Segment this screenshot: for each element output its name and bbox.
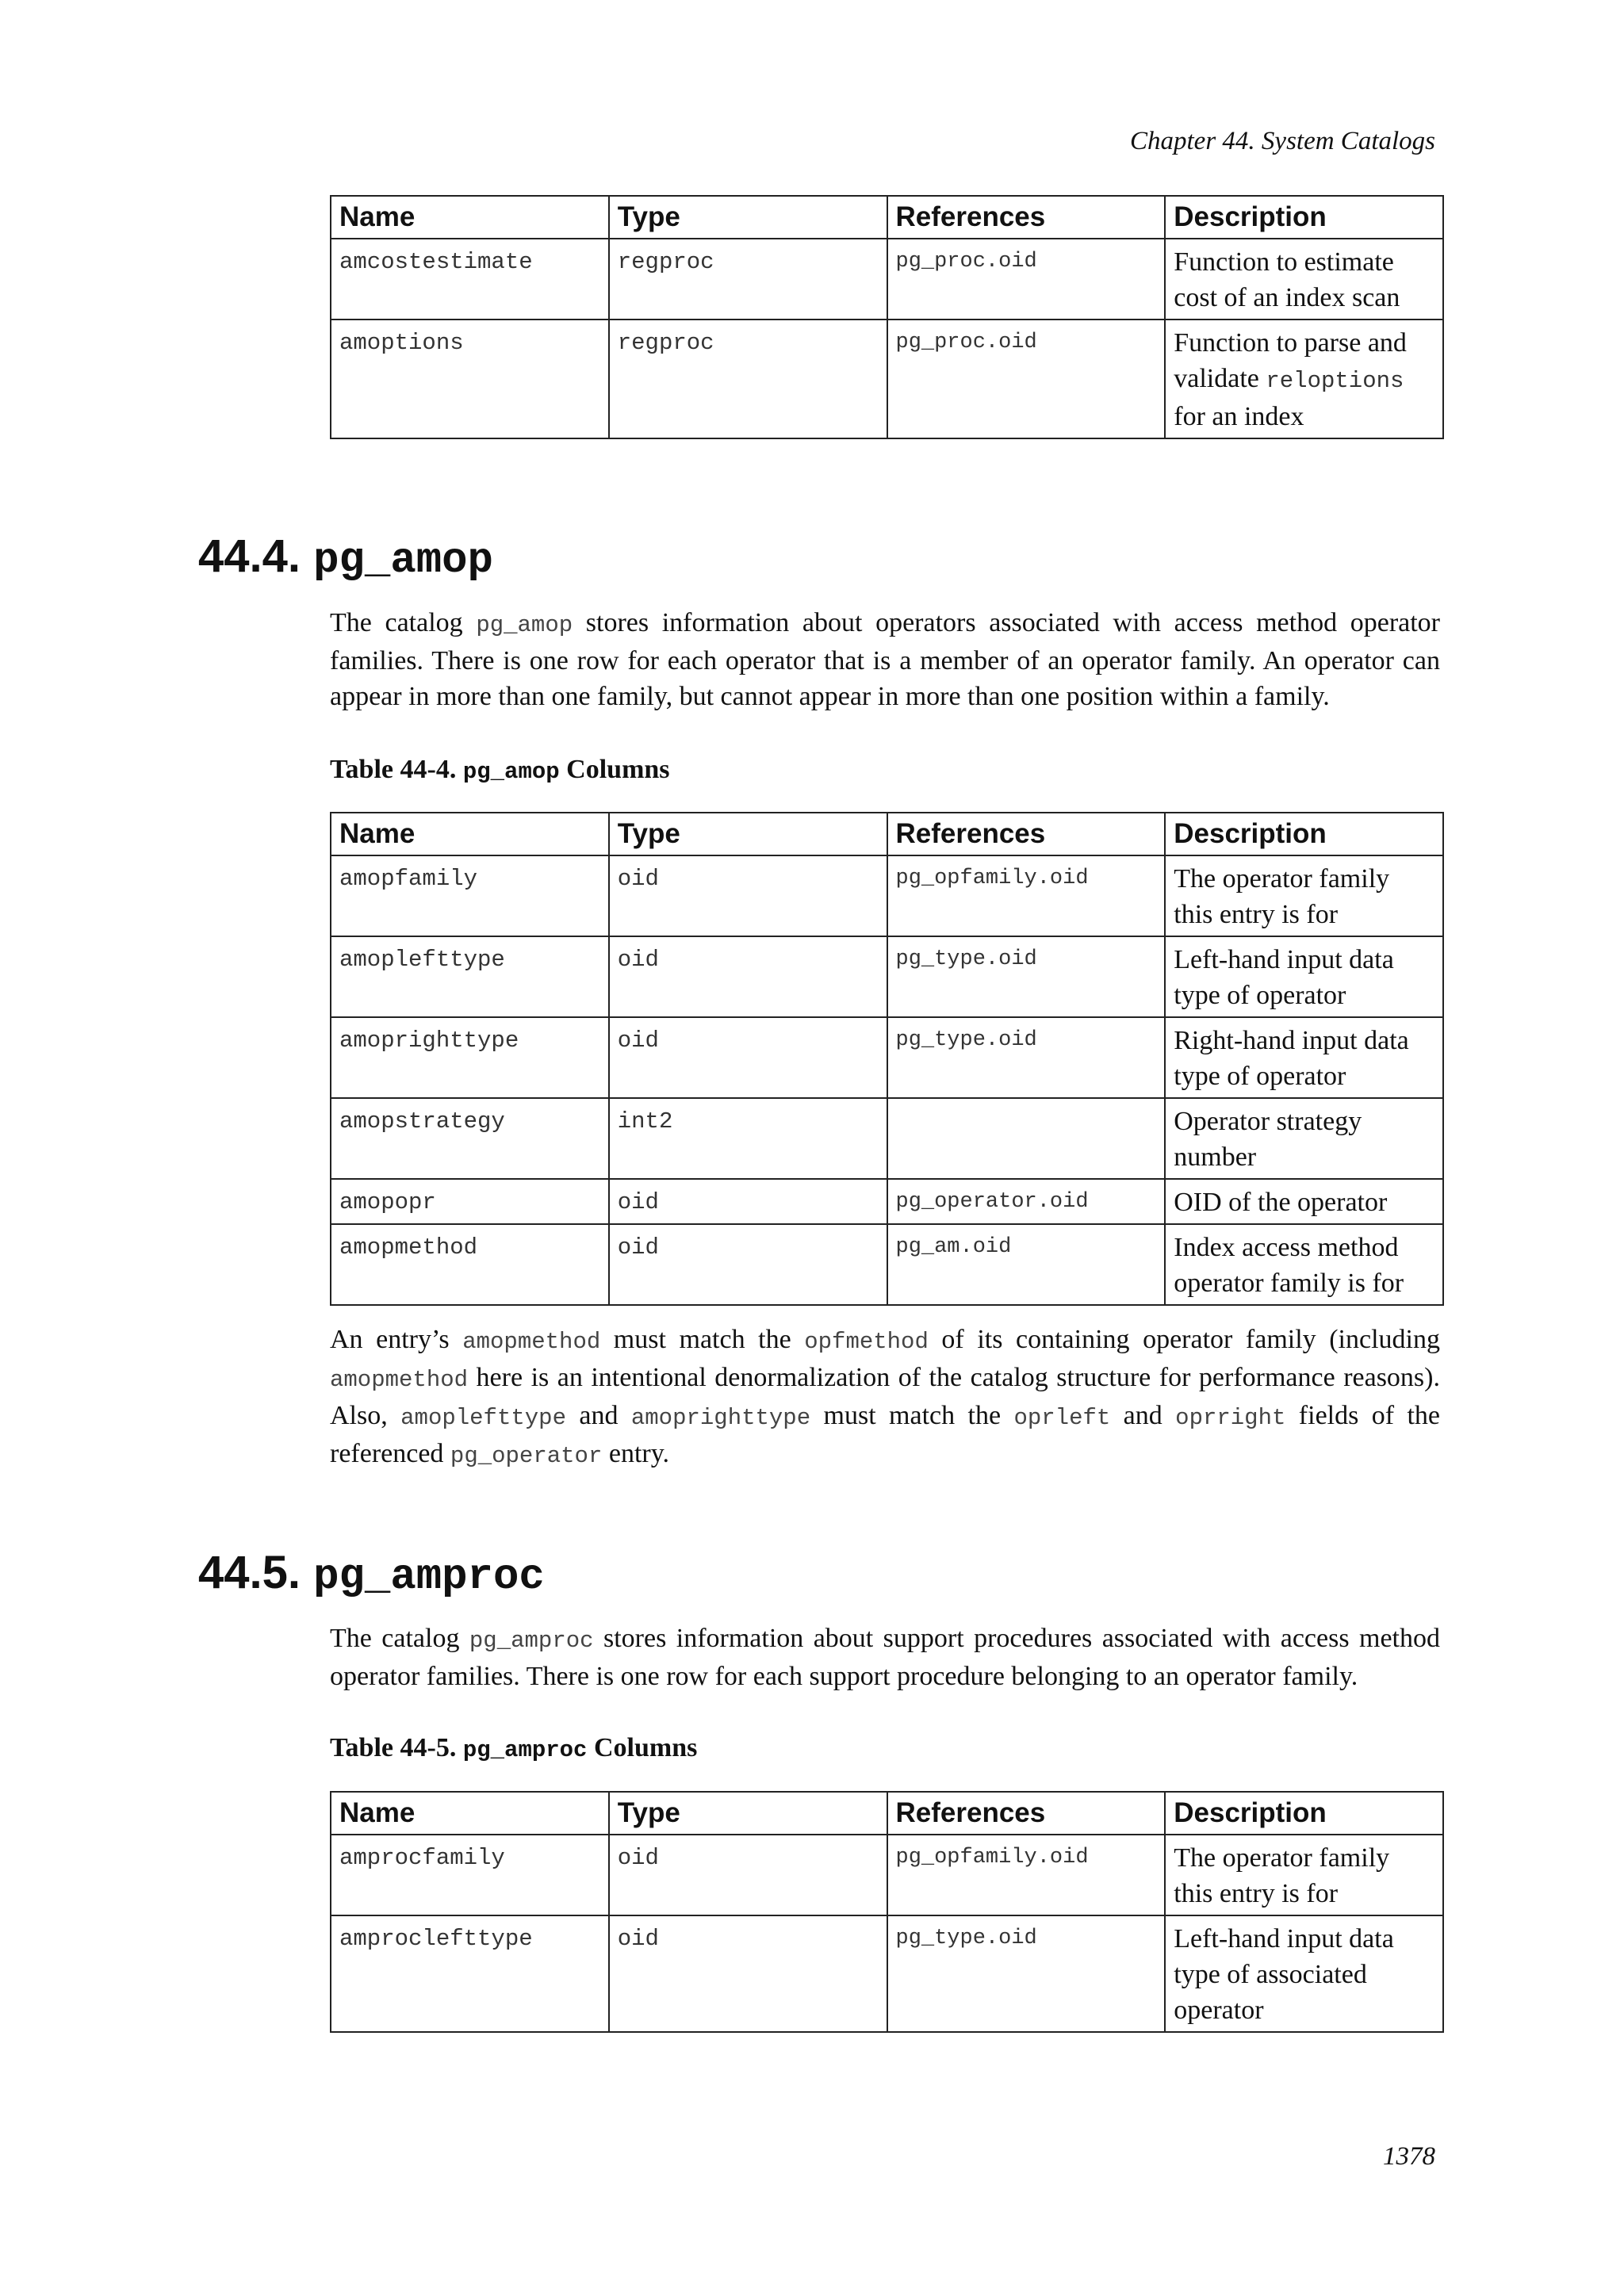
column-header-type: Type <box>609 813 887 855</box>
inline-code: amoplefttype <box>400 1405 566 1431</box>
column-header-type: Type <box>609 196 887 239</box>
text: entry. <box>602 1439 670 1468</box>
column-header-references: References <box>887 196 1166 239</box>
section-44-5-intro <box>330 1621 1440 1694</box>
cell-name: amcostestimate <box>331 239 609 320</box>
table-row <box>331 1224 1443 1305</box>
section-number: 44.4. <box>198 530 301 582</box>
column-header-name: Name <box>331 196 609 239</box>
cell-type: oid <box>609 1179 887 1224</box>
cell-references: pg_operator.oid <box>887 1179 1166 1224</box>
text: The catalog <box>330 1624 469 1653</box>
table-44-4-caption <box>330 755 670 785</box>
inline-code: pg_operator <box>450 1443 603 1469</box>
cell-type: regproc <box>609 320 887 438</box>
cell-references: pg_am.oid <box>887 1224 1166 1305</box>
section-number: 44.5. <box>198 1547 301 1598</box>
cell-name: amprocfamily <box>331 1835 609 1915</box>
section-title-code: pg_amproc <box>313 1553 545 1601</box>
cell-references <box>887 1098 1166 1179</box>
cell-description: Index access method operator family is for <box>1165 1224 1443 1305</box>
caption-prefix: Table 44-4. <box>330 755 463 784</box>
section-title-code: pg_amop <box>313 537 493 585</box>
cell-type: regproc <box>609 239 887 320</box>
cell-references: pg_type.oid <box>887 1915 1166 2032</box>
caption-code: pg_amproc <box>462 1737 588 1763</box>
cell-name: amopfamily <box>331 855 609 936</box>
desc-text: Function to parse and validate <box>1174 328 1407 393</box>
cell-type: int2 <box>609 1098 887 1179</box>
cell-references: pg_proc.oid <box>887 239 1166 320</box>
cell-description: OID of the operator <box>1165 1179 1443 1224</box>
inline-code: opfmethod <box>804 1329 929 1355</box>
text: and <box>1110 1401 1176 1430</box>
table-44-5-caption <box>330 1733 697 1763</box>
table-row <box>331 1098 1443 1179</box>
table-row <box>331 320 1443 438</box>
table-row <box>331 239 1443 320</box>
inline-code: oprleft <box>1013 1405 1111 1431</box>
pg-amop-columns-table <box>330 812 1444 1306</box>
cell-references: pg_type.oid <box>887 936 1166 1017</box>
inline-code: pg_amproc <box>469 1628 594 1654</box>
text: must match the <box>810 1401 1014 1430</box>
cell-references: pg_type.oid <box>887 1017 1166 1098</box>
cell-description: The operator family this entry is for <box>1165 1835 1443 1915</box>
text: of its containing operator family (including <box>928 1325 1440 1354</box>
table-header-row <box>331 1792 1443 1835</box>
cell-description: Left-hand input data type of operator <box>1165 936 1443 1017</box>
inline-code: amopmethod <box>330 1367 469 1393</box>
text: must match the <box>600 1325 805 1354</box>
text: stores information about support procedures associated with access method operator families. There is one row for each support procedure belonging to an operator family. <box>330 1624 1440 1691</box>
cell-name: amopmethod <box>331 1224 609 1305</box>
cell-description: The operator family this entry is for <box>1165 855 1443 936</box>
text: and <box>565 1401 631 1430</box>
cell-description <box>1165 320 1443 438</box>
desc-code: reloptions <box>1266 368 1404 394</box>
cell-name: amopopr <box>331 1179 609 1224</box>
cell-references: pg_proc.oid <box>887 320 1166 438</box>
text: here is an intentional denormalization of the catalog structure for performance reasons). Also, <box>330 1363 1440 1430</box>
text: The catalog <box>330 608 477 637</box>
cell-references: pg_opfamily.oid <box>887 855 1166 936</box>
pg-amproc-columns-table <box>330 1791 1444 2033</box>
cell-type: oid <box>609 1835 887 1915</box>
section-heading-44-5 <box>198 1546 545 1601</box>
table-row <box>331 1017 1443 1098</box>
cell-name: amoplefttype <box>331 936 609 1017</box>
column-header-references: References <box>887 813 1166 855</box>
cell-description: Left-hand input data type of associated operator <box>1165 1915 1443 2032</box>
text: fields of the referenced <box>330 1401 1440 1468</box>
table-row <box>331 1179 1443 1224</box>
cell-name: amoptions <box>331 320 609 438</box>
desc-text: for an index <box>1174 402 1304 431</box>
cell-description: Operator strategy number <box>1165 1098 1443 1179</box>
table-header-row <box>331 813 1443 855</box>
section-44-4-note <box>330 1322 1440 1474</box>
inline-code: amoprighttype <box>630 1405 811 1431</box>
cell-name: amproclefttype <box>331 1915 609 2032</box>
text: An entry’s <box>330 1325 463 1354</box>
cell-type: oid <box>609 936 887 1017</box>
cell-type: oid <box>609 1017 887 1098</box>
caption-code: pg_amop <box>462 759 560 785</box>
running-header: Chapter 44. System Catalogs <box>1130 127 1435 155</box>
column-header-type: Type <box>609 1792 887 1835</box>
cell-description: Function to estimate cost of an index scan <box>1165 239 1443 320</box>
column-header-description: Description <box>1165 196 1443 239</box>
cell-description: Right-hand input data type of operator <box>1165 1017 1443 1098</box>
inline-code: amopmethod <box>462 1329 601 1355</box>
cell-type: oid <box>609 855 887 936</box>
inline-code: pg_amop <box>476 612 573 638</box>
table-row <box>331 1835 1443 1915</box>
table-header-row <box>331 196 1443 239</box>
caption-suffix: Columns <box>587 1733 698 1762</box>
table-row <box>331 1915 1443 2032</box>
page-number: 1378 <box>1383 2142 1435 2171</box>
column-header-name: Name <box>331 1792 609 1835</box>
pg-am-columns-table-continued <box>330 195 1444 439</box>
cell-type: oid <box>609 1224 887 1305</box>
cell-name: amopstrategy <box>331 1098 609 1179</box>
column-header-name: Name <box>331 813 609 855</box>
text: stores information about operators associated with access method operator families. There is one row for each operator that is a member of an operator family. An operator can appear in more than one family, but cannot appear in more than one position within a family. <box>330 608 1440 711</box>
column-header-references: References <box>887 1792 1166 1835</box>
column-header-description: Description <box>1165 1792 1443 1835</box>
caption-prefix: Table 44-5. <box>330 1733 463 1762</box>
caption-suffix: Columns <box>559 755 670 784</box>
section-heading-44-4 <box>198 530 493 585</box>
cell-type: oid <box>609 1915 887 2032</box>
inline-code: oprright <box>1175 1405 1286 1431</box>
table-row <box>331 936 1443 1017</box>
column-header-description: Description <box>1165 813 1443 855</box>
table-row <box>331 855 1443 936</box>
section-44-4-intro <box>330 605 1440 714</box>
cell-references: pg_opfamily.oid <box>887 1835 1166 1915</box>
cell-name: amoprighttype <box>331 1017 609 1098</box>
